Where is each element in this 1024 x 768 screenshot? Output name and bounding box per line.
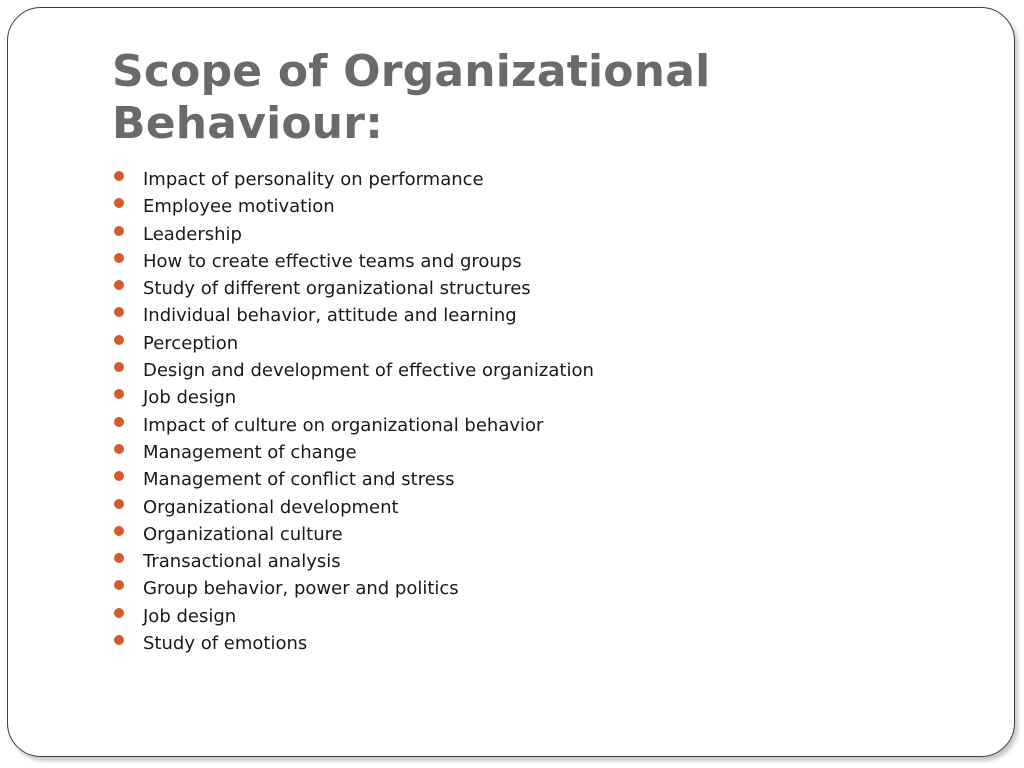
list-item-label: Management of conflict and stress [143, 469, 455, 491]
list-item-label: Employee motivation [143, 196, 335, 218]
bullet-icon [114, 171, 124, 181]
bullet-icon [114, 280, 124, 290]
bullet-icon [114, 417, 124, 427]
list-item [112, 521, 594, 548]
list-item [112, 330, 594, 357]
bullet-icon [114, 635, 124, 645]
bullet-icon [114, 198, 124, 208]
list-item [112, 603, 594, 630]
bullet-icon [114, 608, 124, 618]
list-item [112, 630, 594, 657]
list-item-label: Organizational development [143, 496, 399, 518]
list-item-label: Study of different organizational structures [143, 278, 531, 300]
list-item [112, 412, 594, 439]
list-item [112, 302, 594, 329]
list-item [112, 384, 594, 411]
bullet-icon [114, 335, 124, 345]
list-item [112, 466, 594, 493]
list-item-label: Management of change [143, 441, 357, 463]
list-item [112, 221, 594, 248]
list-item-label: Impact of culture on organizational behavior [143, 414, 544, 436]
list-item [112, 275, 594, 302]
bullet-list [112, 166, 594, 657]
list-item-label: Design and development of effective organization [143, 360, 594, 382]
bullet-icon [114, 553, 124, 563]
bullet-icon [114, 471, 124, 481]
bullet-icon [114, 307, 124, 317]
bullet-icon [114, 226, 124, 236]
list-item-label: Group behavior, power and politics [143, 578, 459, 600]
list-item [112, 248, 594, 275]
list-item [112, 357, 594, 384]
list-item-label: Job design [143, 605, 237, 627]
list-item [112, 494, 594, 521]
list-item-label: Study of emotions [143, 633, 308, 655]
list-item [112, 548, 594, 575]
bullet-icon [114, 253, 124, 263]
list-item-label: How to create effective teams and groups [143, 250, 522, 272]
bullet-icon [114, 362, 124, 372]
list-item-label: Individual behavior, attitude and learning [143, 305, 517, 327]
bullet-icon [114, 499, 124, 509]
list-item-label: Transactional analysis [143, 551, 341, 573]
list-item [112, 575, 594, 602]
list-item [112, 166, 594, 193]
list-item-label: Job design [143, 387, 237, 409]
list-item-label: Leadership [143, 223, 242, 245]
bullet-icon [114, 580, 124, 590]
list-item-label: Impact of personality on performance [143, 169, 484, 190]
bullet-icon [114, 389, 124, 399]
bullet-icon [114, 526, 124, 536]
slide-title: Scope of Organizational Behaviour: [112, 46, 711, 149]
list-item [112, 439, 594, 466]
bullet-icon [114, 444, 124, 454]
list-item-label: Organizational culture [143, 523, 343, 545]
list-item [112, 193, 594, 220]
list-item-label: Perception [143, 332, 239, 354]
